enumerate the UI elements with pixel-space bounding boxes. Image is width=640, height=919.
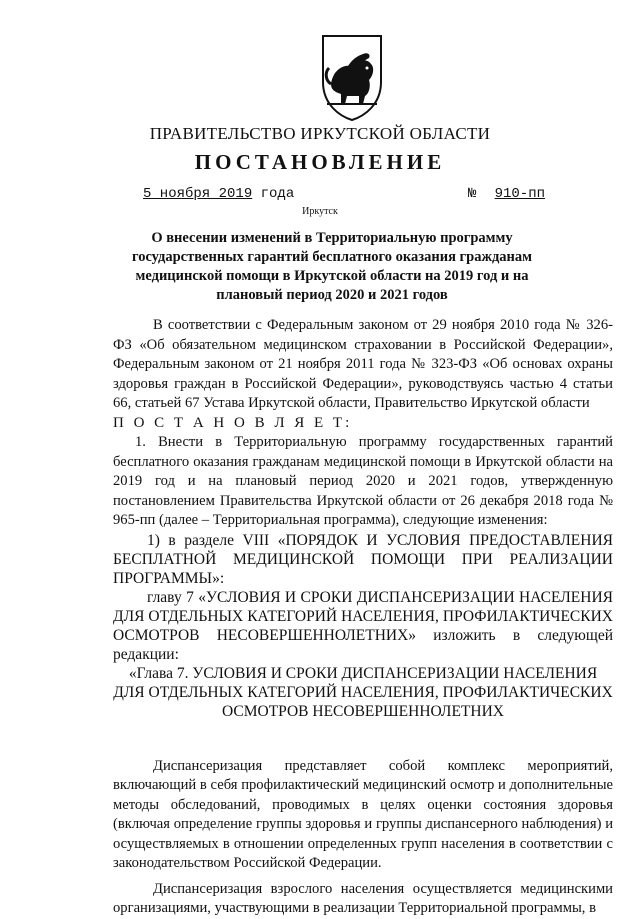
number-value: 910-пп (494, 186, 546, 202)
subitem-1-paragraph: 1) в разделе VIII «ПОРЯДОК И УСЛОВИЯ ПРЕДОСТАВЛЕНИЯ БЕСПЛАТНОЙ МЕДИЦИНСКОЙ ПОМОЩИ ПРИ РЕАЛИЗАЦИИ ПРОГРАММЫ»: (113, 531, 613, 587)
document-type: ПОСТАНОВЛЕНИЕ (194, 150, 446, 174)
date-suffix: года (260, 186, 295, 202)
date-value: 5 ноября 2019 (143, 186, 253, 202)
spacer (113, 721, 613, 757)
document-title: О внесении изменений в Территориальную программу государственных гарантий бесплатного оказания гражданам медицинской помощи в Иркутской области на 2019 год и на плановый период 2020 и 2021 годов (131, 230, 533, 303)
city: Иркутск (302, 206, 338, 217)
irkutsk-coat-of-arms-icon (317, 30, 387, 122)
document-number (468, 186, 555, 202)
body-paragraph-2: Диспансеризация взрослого населения осуществляется медицинскими организациями, участвующими в реализации Территориальной программы, в (113, 880, 613, 916)
government-name: ПРАВИТЕЛЬСТВО ИРКУТСКОЙ ОБЛАСТИ (149, 124, 491, 143)
chapter-intro-paragraph: главу 7 «УСЛОВИЯ И СРОКИ ДИСПАНСЕРИЗАЦИИ НАСЕЛЕНИЯ ДЛЯ ОТДЕЛЬНЫХ КАТЕГОРИЙ НАСЕЛЕНИЯ, ПРОФИЛАКТИЧЕСКИХ ОСМОТРОВ НЕСОВЕРШЕННОЛЕТНИХ» изложить в следующей редакции: (113, 588, 613, 663)
chapter-title: «Глава 7. УСЛОВИЯ И СРОКИ ДИСПАНСЕРИЗАЦИИ НАСЕЛЕНИЯ ДЛЯ ОТДЕЛЬНЫХ КАТЕГОРИЙ НАСЕЛЕНИЯ, ПРОФИЛАКТИЧЕСКИХ ОСМОТРОВ НЕСОВЕРШЕННОЛЕТНИХ (113, 664, 613, 720)
number-sign: № (468, 186, 477, 202)
document-date (143, 186, 294, 202)
document-body (113, 316, 613, 919)
body-paragraph-1: Диспансеризация представляет собой комплекс мероприятий, включающий в себя профилактический медицинский осмотр и дополнительные методы обследований, проводимых в целях оценки состояния здоровья (включая определение группы здоровья и группы диспансерного наблюдения) и осуществляемых в отношении определенных групп населения в соответствии с законодательством Российской Федерации. (113, 757, 613, 871)
item-1-paragraph: 1. Внести в Территориальную программу государственных гарантий бесплатного оказания гражданам медицинской помощи в Иркутской области на 2019 год и на плановый период 2020 и 2021 годов, утвержденную постановлением Правительства Иркутской области от 26 декабря 2018 года № 965-пп (далее – Территориальная программа), следующие изменения: (113, 434, 613, 528)
resolves-heading: П О С Т А Н О В Л Я Е Т: (113, 414, 353, 431)
preamble-paragraph: В соответствии с Федеральным законом от 29 ноября 2010 года № 326-ФЗ «Об обязательном медицинском страховании в Российской Федерации», Федеральным законом от 21 ноября 2011 года № 323-ФЗ «Об основах охраны здоровья граждан в Российской Федерации», руководствуясь частью 4 статьи 66, статьей 67 Устава Иркутской области, Правительство Иркутской области (113, 317, 613, 411)
